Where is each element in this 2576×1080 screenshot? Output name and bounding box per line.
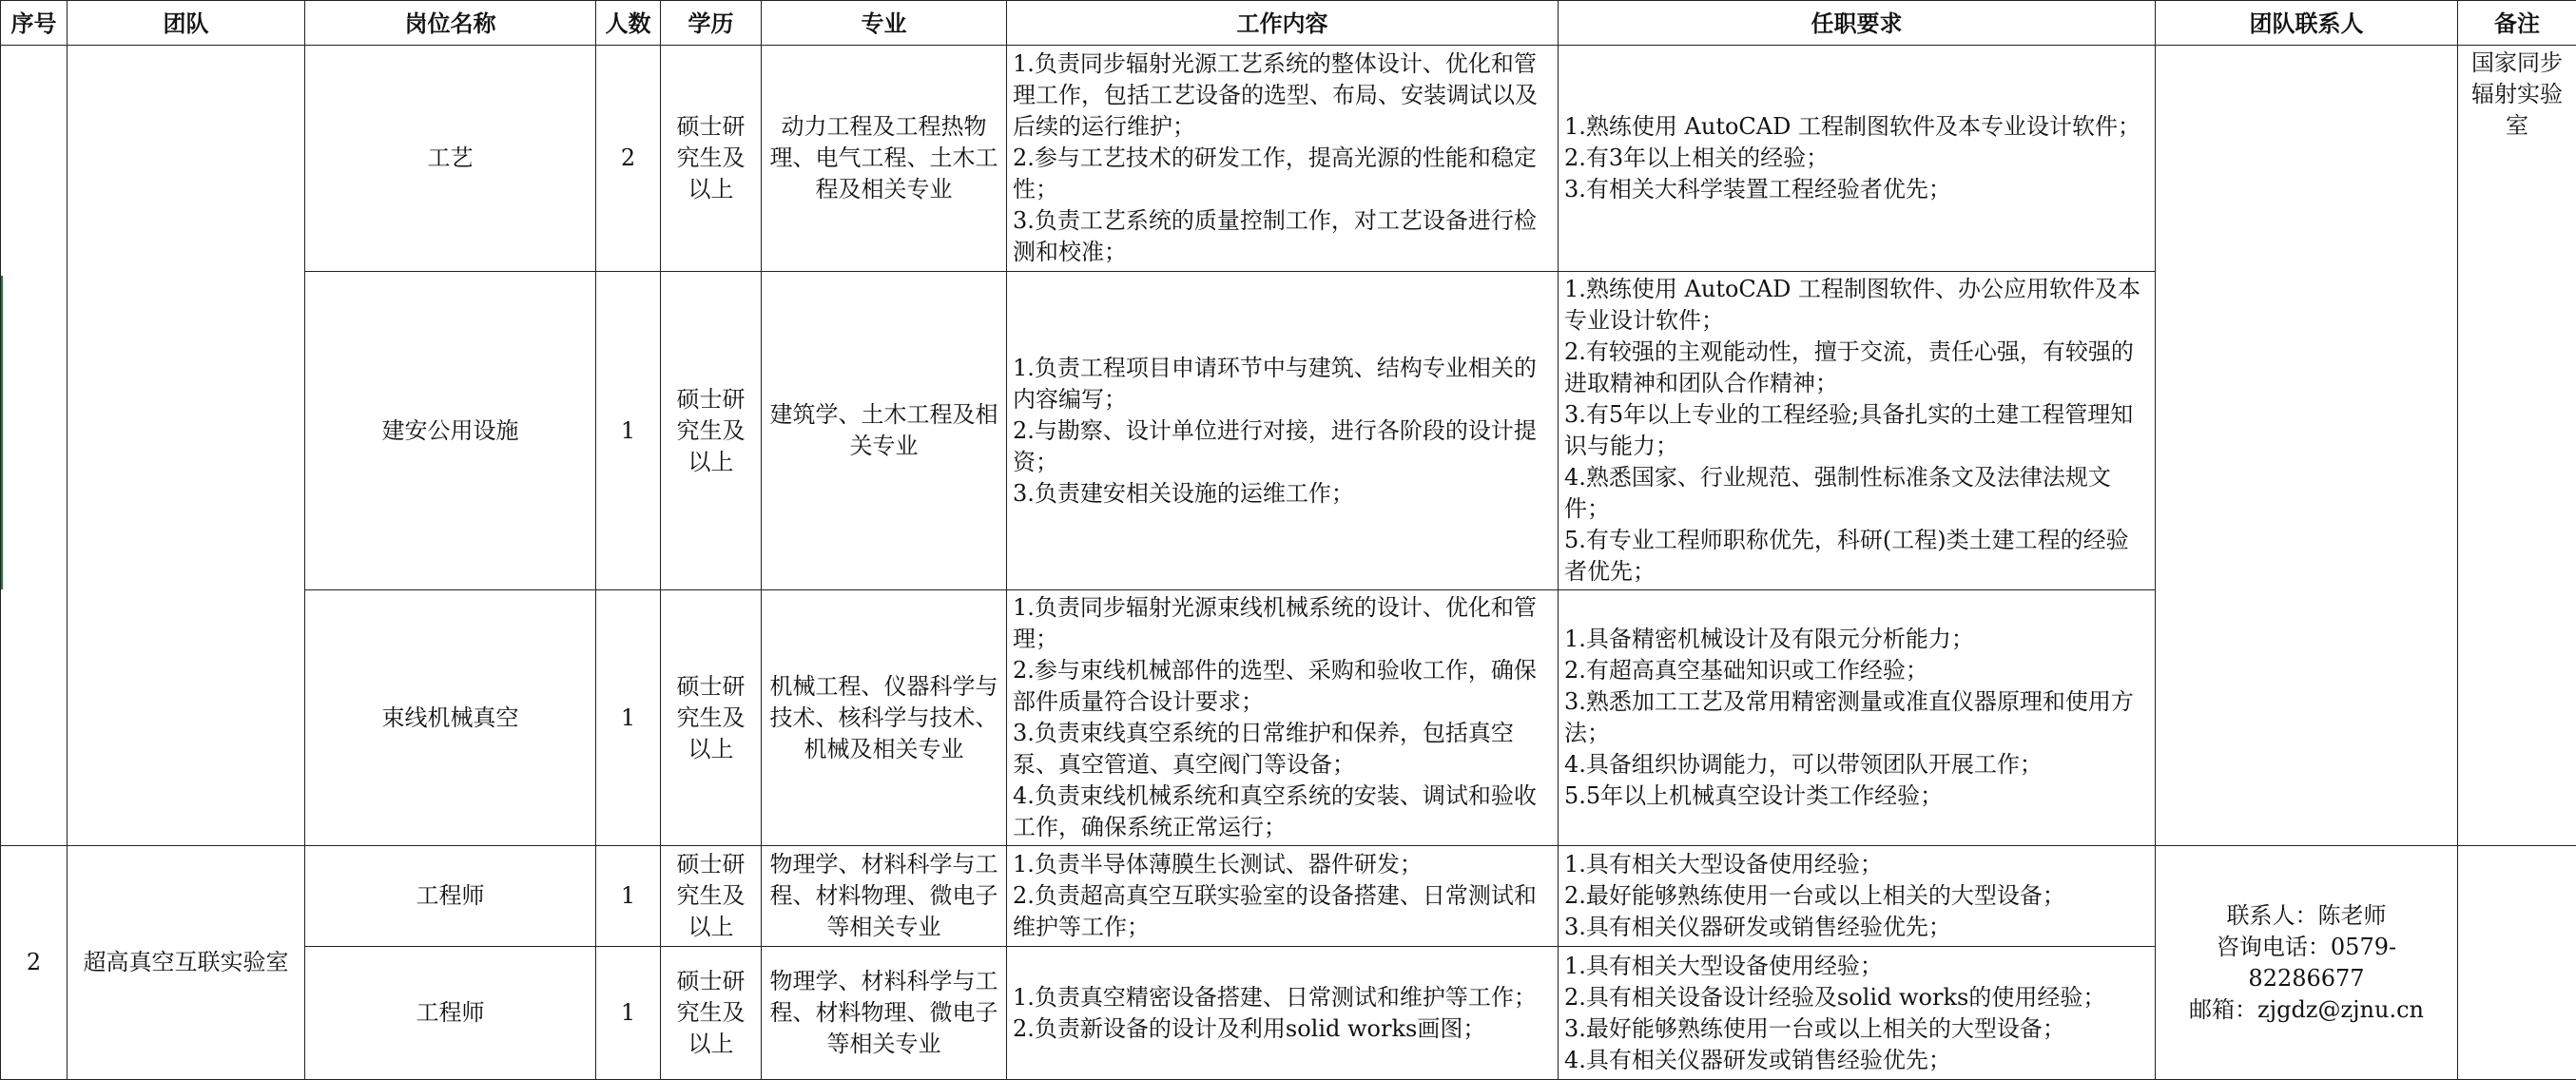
header-duties: 工作内容 (1007, 1, 1559, 46)
team-cell: 超高真空互联实验室 (68, 846, 305, 1080)
header-reqs: 任职要求 (1559, 1, 2156, 46)
degree-cell: 硕士研究生及以上 (661, 272, 762, 590)
table-row (1, 46, 2576, 272)
header-contact: 团队联系人 (2156, 1, 2458, 46)
degree-cell: 硕士研究生及以上 (661, 46, 762, 272)
duties-cell: 1.负责同步辐射光源工艺系统的整体设计、优化和管理工作，包括工艺设备的选型、布局、安装调试以及后续的运行维护； 2.参与工艺技术的研发工作，提高光源的性能和稳定性； 3.负责工艺系统的质量控制工作，对工艺设备进行检测和校准； (1007, 46, 1559, 272)
table-row (1, 846, 2576, 947)
duties-cell: 1.负责真空精密设备搭建、日常测试和维护等工作； 2.负责新设备的设计及利用solid works画图； (1007, 947, 1559, 1080)
major-cell: 机械工程、仪器科学与技术、核科学与技术、机械及相关专业 (762, 590, 1007, 846)
note-cell (2458, 846, 2576, 1080)
major-cell: 物理学、材料科学与工程、材料物理、微电子等相关专业 (762, 947, 1007, 1080)
contact-cell (2156, 46, 2458, 846)
count-cell: 1 (596, 590, 661, 846)
reqs-cell: 1.熟练使用 AutoCAD 工程制图软件、办公应用软件及本专业设计软件； 2.有较强的主观能动性，擅于交流，责任心强，有较强的进取精神和团队合作精神； 3.有5年以上专业的工程经验;具备扎实的土建工程管理知识与能力； 4.熟悉国家、行业规范、强制性标准条文及法律法规文件； 5.有专业工程师职称优先，科研(工程)类土建工程的经验者优先； (1559, 272, 2156, 590)
note-cell: 国家同步辐射实验室 (2458, 46, 2576, 846)
duties-cell: 1.负责同步辐射光源束线机械系统的设计、优化和管理； 2.参与束线机械部件的选型、采购和验收工作，确保部件质量符合设计要求； 3.负责束线真空系统的日常维护和保养，包括真空泵、真空管道、真空阀门等设备； 4.负责束线机械系统和真空系统的安装、调试和验收工作，确保系统正常运行； (1007, 590, 1559, 846)
header-note: 备注 (2458, 1, 2576, 46)
header-post: 岗位名称 (305, 1, 596, 46)
contact-cell: 联系人：陈老师 咨询电话：0579-82286677 邮箱：zjgdz@zjnu.cn (2156, 846, 2458, 1080)
header-row (1, 1, 2576, 46)
count-cell: 1 (596, 846, 661, 947)
degree-cell: 硕士研究生及以上 (661, 846, 762, 947)
major-cell: 动力工程及工程热物理、电气工程、土木工程及相关专业 (762, 46, 1007, 272)
reqs-cell: 1.具备精密机械设计及有限元分析能力； 2.有超高真空基础知识或工作经验； 3.熟悉加工工艺及常用精密测量或准直仪器原理和使用方法； 4.具备组织协调能力，可以带领团队开展工作； 5.5年以上机械真空设计类工作经验； (1559, 590, 2156, 846)
post-cell: 束线机械真空 (305, 590, 596, 846)
header-count: 人数 (596, 1, 661, 46)
major-cell: 建筑学、土木工程及相关专业 (762, 272, 1007, 590)
major-cell: 物理学、材料科学与工程、材料物理、微电子等相关专业 (762, 846, 1007, 947)
degree-cell: 硕士研究生及以上 (661, 947, 762, 1080)
duties-cell: 1.负责工程项目申请环节中与建筑、结构专业相关的内容编写； 2.与勘察、设计单位进行对接，进行各阶段的设计提资； 3.负责建安相关设施的运维工作； (1007, 272, 1559, 590)
reqs-cell: 1.熟练使用 AutoCAD 工程制图软件及本专业设计软件； 2.有3年以上相关的经验； 3.有相关大科学装置工程经验者优先； (1559, 46, 2156, 272)
degree-cell: 硕士研究生及以上 (661, 590, 762, 846)
seq-cell (1, 46, 68, 846)
reqs-cell: 1.具有相关大型设备使用经验； 2.最好能够熟练使用一台或以上相关的大型设备； 3.具有相关仪器研发或销售经验优先； (1559, 846, 2156, 947)
count-cell: 1 (596, 947, 661, 1080)
post-cell: 工程师 (305, 846, 596, 947)
header-degree: 学历 (661, 1, 762, 46)
header-major: 专业 (762, 1, 1007, 46)
count-cell: 2 (596, 46, 661, 272)
team-cell (68, 46, 305, 846)
duties-cell: 1.负责半导体薄膜生长测试、器件研发； 2.负责超高真空互联实验室的设备搭建、日常测试和维护等工作； (1007, 846, 1559, 947)
count-cell: 1 (596, 272, 661, 590)
post-cell: 工程师 (305, 947, 596, 1080)
seq-cell: 2 (1, 846, 68, 1080)
header-seq: 序号 (1, 1, 68, 46)
reqs-cell: 1.具有相关大型设备使用经验； 2.具有相关设备设计经验及solid works的使用经验； 3.最好能够熟练使用一台或以上相关的大型设备； 4.具有相关仪器研发或销售经验优先； (1559, 947, 2156, 1080)
post-cell: 建安公用设施 (305, 272, 596, 590)
header-team: 团队 (68, 1, 305, 46)
post-cell: 工艺 (305, 46, 596, 272)
